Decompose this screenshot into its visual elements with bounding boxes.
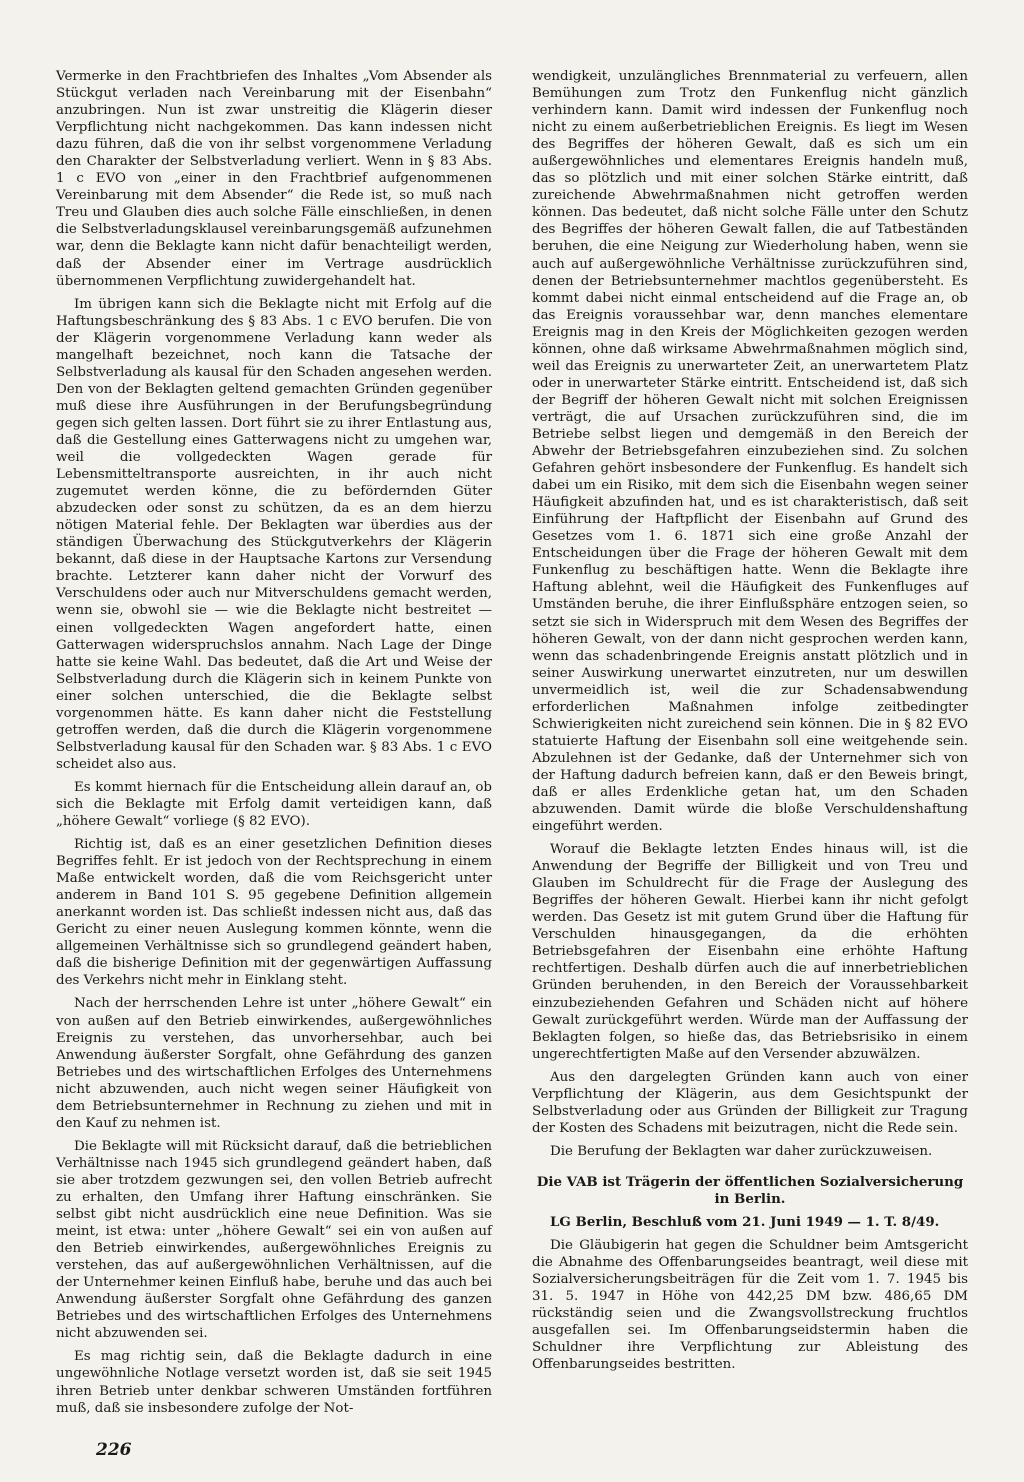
left-paragraph-5: Nach der herrschenden Lehre ist unter „höhere Gewalt“ ein von außen auf den Betrieb einwirkendes, außergewöhnliches Ereignis zu verstehen, das unvorhersehbar, auch bei Anwendung äußerster Sorgfalt, ohne Gefährdung des ganzen Betriebes und des wirtschaftlichen Erfolges des Unternehmens nicht abzuwenden, auch nicht wegen seiner Häufigkeit von dem Betriebsunternehmer in Rechnung zu ziehen und mit in den Kauf zu nehmen ist. — [56, 996, 492, 1131]
left-paragraph-4: Richtig ist, daß es an einer gesetzlichen Definition dieses Begriffes fehlt. Er ist jedoch von der Rechtsprechung in einem Maße entwickelt worden, daß die vom Reichsgericht unter anderem in Band 101 S. 95 gegebene Definition allgemein anerkannt worden ist. Das schließt indessen nicht aus, daß das Gericht zu einer neuen Auslegung kommen könnte, wenn die allgemeinen Verhältnisse sich so grundlegend geändert haben, daß die bisherige Definition mit der gegenwärtigen Auffassung des Verkehrs nicht mehr in Einklang steht. — [56, 837, 492, 989]
left-paragraph-3: Es kommt hiernach für die Entscheidung allein darauf an, ob sich die Beklagte mit Erfolg damit verteidigen kann, daß „höhere Gewalt“ vorliege (§ 82 EVO). — [56, 779, 492, 830]
left-column — [56, 68, 492, 1423]
left-paragraph-6: Die Beklagte will mit Rücksicht darauf, daß die betrieblichen Verhältnisse nach 1945 sich grundlegend geändert haben, daß sie aber trotzdem gezwungen sei, den vollen Betrieb aufrecht zu erhalten, den Umfang ihrer Haftung einschränken. Sie selbst gibt nicht ausdrücklich eine neue Definition. Was sie meint, ist etwa: unter „höhere Gewalt“ sei ein von außen auf den Betrieb einwirkendes, außergewöhnliches Ereignis zu verstehen, das auf außergewöhnlichen Verhältnissen, auf die der Unternehmer keinen Einfluß habe, beruhe und das auch bei Anwendung äußerster Sorgfalt ohne Gefährdung des ganzen Betriebes und des wirtschaftlichen Erfolges des Unternehmens nicht abzuwenden sei. — [56, 1138, 492, 1342]
left-paragraph-1: Vermerke in den Frachtbriefen des Inhaltes „Vom Absender als Stückgut verladen nach Vereinbarung mit der Eisenbahn“ anzubringen. Nun ist zwar unstreitig die Klägerin dieser Verpflichtung nicht nachgekommen. Das kann indessen nicht dazu führen, daß die von ihr selbst vorgenommene Verladung den Charakter der Selbstverladung verliert. Wenn in § 83 Abs. 1 c EVO von „einer in den Frachtbrief aufgenommenen Vereinbarung mit dem Absender“ die Rede ist, so muß nach Treu und Glauben dies auch solche Fälle einschließen, in denen die Selbstverladungsklausel vereinbarungsgemäß aufzunehmen war, denn die Beklagte kann nicht dafür benachteiligt werden, daß der Absender einer im Vertrage ausdrücklich übernommenen Verpflichtung zuwidergehandelt hat. — [56, 69, 492, 289]
court-citation: LG Berlin, Beschluß vom 21. Juni 1949 — 1. T. 8/49. — [550, 1213, 940, 1230]
right-paragraph-1: wendigkeit, unzulängliches Brennmaterial zu verfeuern, allen Bemühungen zum Trotz den Funkenflug nicht gänzlich verhindern kann. Damit wird indessen der Funkenflug noch nicht zu einem außerbetrieblichen Ereignis. Es liegt im Wesen des Begriffes der höheren Gewalt, daß es sich um ein außergewöhnliches und elementares Ereignis handeln muß, das so plötzlich und mit einer solchen Stärke eintritt, daß zureichende Abwehrmaßnahmen nicht getroffen werden können. Das bedeutet, daß nicht solche Fälle unter den Schutz des Begriffes der höheren Gewalt fallen, die auf Tatbeständen beruhen, die eine Neigung zur Wiederholung haben, wenn sie auch auf außergewöhnliche Verhältnisse zurückzuführen sind, denen der Betriebsunternehmer machtlos gegenübersteht. Es kommt dabei nicht einmal entscheidend auf die Frage an, ob das Ereignis voraussehbar war, denn manches elementare Ereignis mag in den Kreis der Möglichkeiten gezogen werden können, ohne daß wirksame Abwehrmaßnahmen möglich sind, weil das Ereignis zu unerwarteter Zeit, an unerwartetem Platz oder in unerwarteter Stärke eintritt. Entscheidend ist, daß sich der Begriff der höheren Gewalt nicht mit solchen Ereignissen verträgt, die auf Ursachen zurückzuführen sind, die im Betriebe selbst liegen und demgemäß in den Bereich der Abwehr der Betriebsgefahren einzubeziehen sind. Zu solchen Gefahren gehört insbesondere der Funkenflug. Es handelt sich dabei um ein Risiko, mit dem sich die Eisenbahn wegen seiner Häufigkeit abzufinden hat, und es ist charakteristisch, daß seit Einführung der Haftpflicht der Eisenbahn auf Grund des Gesetzes vom 1. 6. 1871 sich eine große Anzahl der Entscheidungen über die Frage der höheren Gewalt mit dem Funkenflug zu beschäftigen hatte. Wenn die Beklagte ihre Haftung ablehnt, weil die Häufigkeit des Funkenfluges auf Umständen beruhe, die ihrer Einflußsphäre entzogen seien, so setzt sie sich in Widerspruch mit dem Wesen des Begriffes der höheren Gewalt, von der dann nicht gesprochen werden kann, wenn das schadenbringende Ereignis anstatt plötzlich und in seiner Auswirkung unerwartet einzutreten, nur um deswillen unvermeidlich ist, weil die zur Schadensabwendung erforderlichen Maßnahmen infolge zeitbedingter Schwierigkeiten nicht zureichend sein können. Die in § 82 EVO statuierte Haftung der Eisenbahn soll eine weitgehende sein. Abzulehnen ist der Gedanke, daß der Unternehmer sich von der Haftung dadurch befreien kann, daß er den Beweis bringt, daß er alles Erdenkliche getan hat, um den Schaden abzuwenden. Damit würde die bloße Verschuldenshaftung eingeführt werden. — [532, 69, 968, 835]
case-facts-paragraph: Die Gläubigerin hat gegen die Schuldner beim Amtsgericht die Abnahme des Offenbarungseides beantragt, weil diese mit Sozialversicherungsbeiträgen für die Zeit vom 1. 7. 1945 bis 31. 5. 1947 in Höhe von 442,25 DM bzw. 486,65 DM rückständig seien und die Zwangsvollstreckung fruchtlos ausgefallen sei. Im Offenbarungseidstermin haben die Schuldner ihre Verpflichtung zur Ableistung des Offenbarungseides bestritten. — [532, 1238, 968, 1373]
left-paragraph-7: Es mag richtig sein, daß die Beklagte dadurch in eine ungewöhnliche Notlage versetzt worden ist, daß sie seit 1945 ihren Betrieb unter denkbar schweren Umständen fortführen muß, daß sie insbesondere zufolge der Not- — [56, 1349, 492, 1416]
case-headline: Die VAB ist Trägerin der öffentlichen Sozialversicherung in Berlin. — [536, 1173, 964, 1207]
right-column — [532, 68, 968, 1379]
right-paragraph-4: Die Berufung der Beklagten war daher zurückzuweisen. — [550, 1143, 933, 1159]
right-paragraph-2: Worauf die Beklagte letzten Endes hinaus will, ist die Anwendung der Begriffe der Billigkeit und von Treu und Glauben im Schuldrecht für die Frage der Auslegung des Begriffes der höheren Gewalt. Hierbei kann ihr nicht gefolgt werden. Das Gesetz ist mit gutem Grund über die Haftung für Verschulden hinausgegangen, da die erhöhten Betriebsgefahren der Eisenbahn eine erhöhte Haftung rechtfertigen. Deshalb dürfen auch die auf innerbetrieblichen Gründen beruhenden, in den Bereich der Voraussehbarkeit einzubeziehenden Gefahren und Schäden nicht auf höhere Gewalt zurückgeführt werden. Würde man der Auffassung der Beklagten folgen, so hieße das, das Betriebsrisiko in einem ungerechtfertigten Maße auf den Versender abzuwälzen. — [532, 842, 968, 1062]
left-paragraph-2: Im übrigen kann sich die Beklagte nicht mit Erfolg auf die Haftungsbeschränkung des § 83 Abs. 1 c EVO berufen. Die von der Klägerin vorgenommene Verladung kann weder als mangelhaft bezeichnet, noch kann die Tatsache der Selbstverladung als kausal für den Schaden angesehen werden. Den von der Beklagten geltend gemachten Gründen gegenüber muß diese ihre Ausführungen in der Berufungsbegründung gegen sich gelten lassen. Dort führt sie zu ihrer Entlastung aus, daß die Gestellung eines Gatterwagens nicht zu umgehen war, weil die vollgedeckten Wagen gerade für Lebensmitteltransporte ausreichten, in ihr auch nicht zugemutet werden könne, die zu befördernden Güter abzudecken oder sonst zu schützen, da es an dem hierzu nötigen Material fehle. Der Beklagten war überdies aus der ständigen Überwachung des Stückgutverkehrs der Klägerin bekannt, daß diese in der Hauptsache Kartons zur Versendung brachte. Letzterer kann daher nicht der Vorwurf des Verschuldens oder auch nur Mitverschuldens gemacht werden, wenn sie, obwohl sie — wie die Beklagte nicht bestreitet — einen vollgedeckten Wagen angefordert hatte, einen Gatterwagen widerspruchslos annahm. Nach Lage der Dinge hatte sie keine Wahl. Das bedeutet, daß die Art und Weise der Selbstverladung durch die Klägerin sich in keinem Punkte von einer solchen unterschied, die die Beklagte selbst vorgenommen hätte. Es kann daher nicht die Feststellung getroffen werden, daß die durch die Klägerin vorgenommene Selbstverladung kausal für den Schaden war. § 83 Abs. 1 c EVO scheidet also aus. — [56, 296, 492, 772]
page-number: 226 — [96, 1440, 132, 1460]
right-paragraph-3: Aus den dargelegten Gründen kann auch von einer Verpflichtung der Klägerin, aus dem Gesichtspunkt der Selbstverladung oder aus Gründen der Billigkeit zur Tragung der Kosten des Schadens mit beizutragen, nicht die Rede sein. — [532, 1069, 968, 1136]
